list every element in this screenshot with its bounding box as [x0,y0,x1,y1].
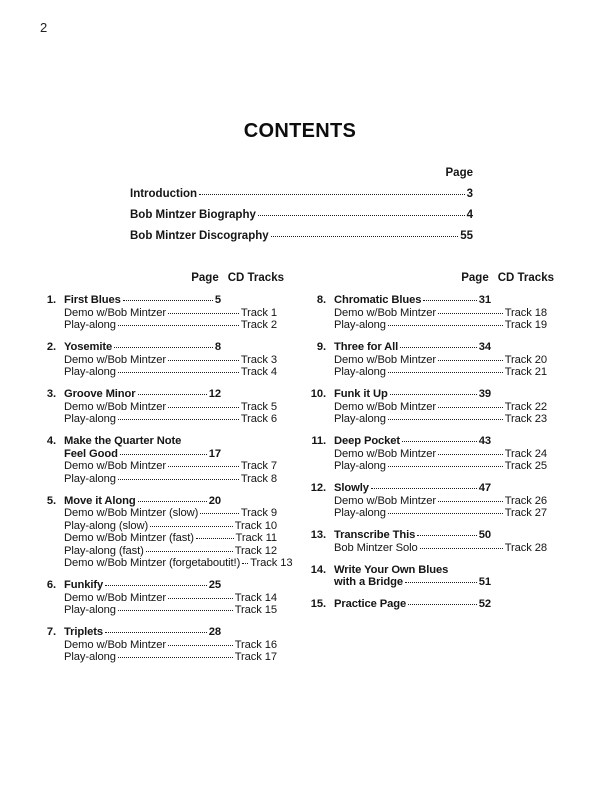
item-title: Groove Minor [64,388,136,400]
item-number: 4. [46,435,56,447]
page-number: 2 [40,20,48,35]
track-number: Track 26 [504,494,547,507]
track-number: Track 2 [240,319,277,331]
track-row [334,448,547,461]
track-label: Demo w/Bob Mintzer [334,353,437,366]
item-title-row [334,341,491,354]
track-row [64,307,277,320]
column-header [40,272,284,284]
track-number: Track 13 [250,557,293,569]
track-row [334,401,547,414]
track-number: Track 6 [240,413,277,425]
item-number: 1. [46,294,56,306]
track-label: Play-along (fast) [64,544,144,557]
toc-item [40,494,293,570]
track-row [64,319,277,332]
track-number: Track 3 [240,353,277,366]
toc-item [40,626,277,664]
item-page: 51 [478,576,491,588]
front-matter-entry [130,188,473,201]
entry-page: 3 [466,188,473,200]
track-label: Play-along [64,472,116,485]
track-row [64,366,277,379]
toc-item [310,564,547,589]
track-number: Track 1 [240,306,277,319]
toc-item [40,294,277,332]
track-label: Demo w/Bob Mintzer [64,353,167,366]
item-body [334,341,547,379]
track-row [64,401,277,414]
track-row [64,520,277,533]
item-page: 28 [208,626,221,638]
track-row [64,413,277,426]
item-page: 39 [478,388,491,400]
track-row [64,532,277,545]
track-number: Track 11 [235,532,277,544]
page-column-header: Page [191,272,219,284]
track-number: Track 9 [240,507,277,519]
track-label: Demo w/Bob Mintzer [64,638,167,651]
item-page: 25 [208,579,221,591]
item-body [64,626,277,664]
track-label: Demo w/Bob Mintzer [334,494,437,507]
track-label: Play-along [64,651,116,663]
track-label: Play-along [334,413,386,425]
track-number: Track 24 [504,447,547,460]
item-page: 52 [478,598,491,610]
track-row [334,542,547,555]
item-body [334,435,547,473]
toc-item [310,529,547,554]
track-label: Play-along [334,460,386,472]
track-number: Track 12 [234,544,277,557]
track-label: Demo w/Bob Mintzer [334,306,437,319]
item-number: 12. [310,482,326,494]
item-title: with a Bridge [334,576,403,588]
item-body [334,529,547,554]
item-number: 7. [46,626,56,638]
item-number: 2. [46,341,56,353]
item-body [64,494,293,570]
toc-item [310,388,547,426]
front-matter [130,167,473,251]
item-page: 5 [214,294,221,306]
track-row [64,460,277,473]
track-label: Demo w/Bob Mintzer (fast) [64,532,194,544]
item-title: Deep Pocket [334,435,401,447]
item-page: 50 [478,529,491,541]
item-number: 8. [316,294,326,306]
track-row [64,557,293,570]
item-page: 31 [478,294,491,306]
track-number: Track 28 [504,541,547,554]
item-body [64,341,277,379]
track-row [64,473,277,486]
item-title-row [334,529,491,542]
item-body [64,294,277,332]
item-page: 12 [208,388,221,400]
track-number: Track 14 [234,591,277,604]
item-title-row [334,482,491,495]
track-label: Play-along [334,507,386,519]
track-number: Track 19 [504,319,547,331]
track-number: Track 8 [240,472,277,485]
track-label: Demo w/Bob Mintzer [334,400,437,413]
toc-item [40,341,277,379]
toc-item [310,482,547,520]
track-number: Track 25 [504,460,547,472]
track-row [334,319,547,332]
entry-page: 55 [460,230,473,242]
item-number: 11. [311,435,326,447]
track-label: Play-along [334,319,386,331]
item-body [334,564,547,589]
toc-column-right [310,272,554,620]
item-title: Chromatic Blues [334,294,422,306]
front-matter-entry [130,209,473,222]
item-title-row [334,435,491,448]
toc-item [310,435,547,473]
column-header [310,272,554,284]
track-row [334,366,547,379]
item-title: Move it Along [64,494,136,507]
item-page: 34 [478,341,491,353]
front-page-column-header: Page [445,167,473,179]
track-label: Demo w/Bob Mintzer [334,447,437,460]
item-title: Yosemite [64,341,113,353]
item-title: Write Your Own Blues [334,563,449,576]
item-body [334,482,547,520]
track-label: Play-along [64,413,116,425]
item-title: Triplets [64,626,103,638]
track-number: Track 23 [504,413,547,425]
item-body [334,294,547,332]
track-number: Track 20 [504,353,547,366]
item-page: 43 [478,435,491,447]
item-title: Feel Good [64,447,118,460]
item-title-row [334,564,491,577]
entry-title: Bob Mintzer Discography [130,230,269,242]
track-label: Demo w/Bob Mintzer [64,306,167,319]
page-column-header: Page [461,272,489,284]
item-body [64,435,277,485]
toc-item [310,598,547,611]
track-row [334,495,547,508]
track-label: Play-along [64,319,116,331]
item-body [334,598,547,611]
toc-item [310,341,547,379]
item-body [64,579,277,617]
track-label: Demo w/Bob Mintzer [64,400,167,413]
item-number: 3. [46,388,56,400]
item-title: Three for All [334,341,399,353]
track-number: Track 5 [240,400,277,413]
track-number: Track 15 [234,604,277,616]
track-row [64,507,277,520]
track-number: Track 17 [234,651,277,663]
track-number: Track 27 [504,507,547,519]
entry-page: 4 [466,209,473,221]
item-title-row [334,388,491,401]
track-row [64,592,277,605]
track-row [334,413,547,426]
entry-title: Introduction [130,188,198,200]
track-row [64,639,277,652]
toc-item [40,435,277,485]
item-body [64,388,277,426]
track-row [334,354,547,367]
track-number: Track 21 [504,366,547,378]
track-row [334,507,547,520]
track-label: Play-along [334,366,386,378]
toc-item [40,388,277,426]
item-page: 47 [478,482,491,494]
track-number: Track 16 [234,638,277,651]
item-body [334,388,547,426]
item-title-row [64,579,221,592]
item-page: 8 [214,341,221,353]
toc-column-left [40,272,293,673]
item-title-row [64,495,221,508]
track-label: Demo w/Bob Mintzer (forgetaboutit!) [64,557,241,569]
item-title-row [334,576,491,589]
cd-tracks-column-header: CD Tracks [497,272,554,284]
track-label: Bob Mintzer Solo [334,541,418,554]
track-row [334,460,547,473]
item-title-row [64,448,221,461]
item-title: Practice Page [334,598,407,610]
item-title-row [64,341,221,354]
item-number: 10. [310,388,326,400]
item-title: Slowly [334,482,369,494]
item-title-row [64,435,221,448]
track-label: Demo w/Bob Mintzer [64,460,167,472]
item-title: Transcribe This [334,529,416,541]
item-title: Funkify [64,579,104,591]
track-row [64,545,277,558]
toc-item [310,294,547,332]
item-title: Funk it Up [334,388,388,400]
item-title-row [64,388,221,401]
track-row [64,354,277,367]
entry-title: Bob Mintzer Biography [130,209,256,221]
item-number: 15. [310,598,326,610]
track-number: Track 4 [240,366,277,378]
track-row [64,604,277,617]
track-label: Demo w/Bob Mintzer [64,591,167,604]
item-title: First Blues [64,294,121,306]
item-title-row [64,294,221,307]
item-number: 14. [310,563,326,576]
track-number: Track 10 [234,519,277,532]
front-matter-entries [130,188,473,243]
item-title-row [64,626,221,639]
item-number: 13. [310,529,326,541]
item-page: 17 [208,447,221,460]
track-label: Play-along [64,366,116,378]
track-number: Track 22 [504,400,547,413]
front-matter-entry [130,230,473,243]
item-title: Make the Quarter Note [64,435,182,447]
item-number: 6. [46,579,56,591]
track-label: Demo w/Bob Mintzer (slow) [64,507,199,519]
track-label: Play-along [64,604,116,616]
item-number: 5. [46,494,56,507]
page-title: CONTENTS [243,120,357,142]
item-number: 9. [316,341,326,353]
track-number: Track 18 [504,306,547,319]
track-number: Track 7 [240,460,277,472]
item-title-row [334,294,491,307]
track-row [334,307,547,320]
item-page: 20 [208,494,221,507]
cd-tracks-column-header: CD Tracks [227,272,284,284]
track-row [64,651,277,664]
track-label: Play-along (slow) [64,519,149,532]
item-title-row [334,598,491,611]
toc-item [40,579,277,617]
